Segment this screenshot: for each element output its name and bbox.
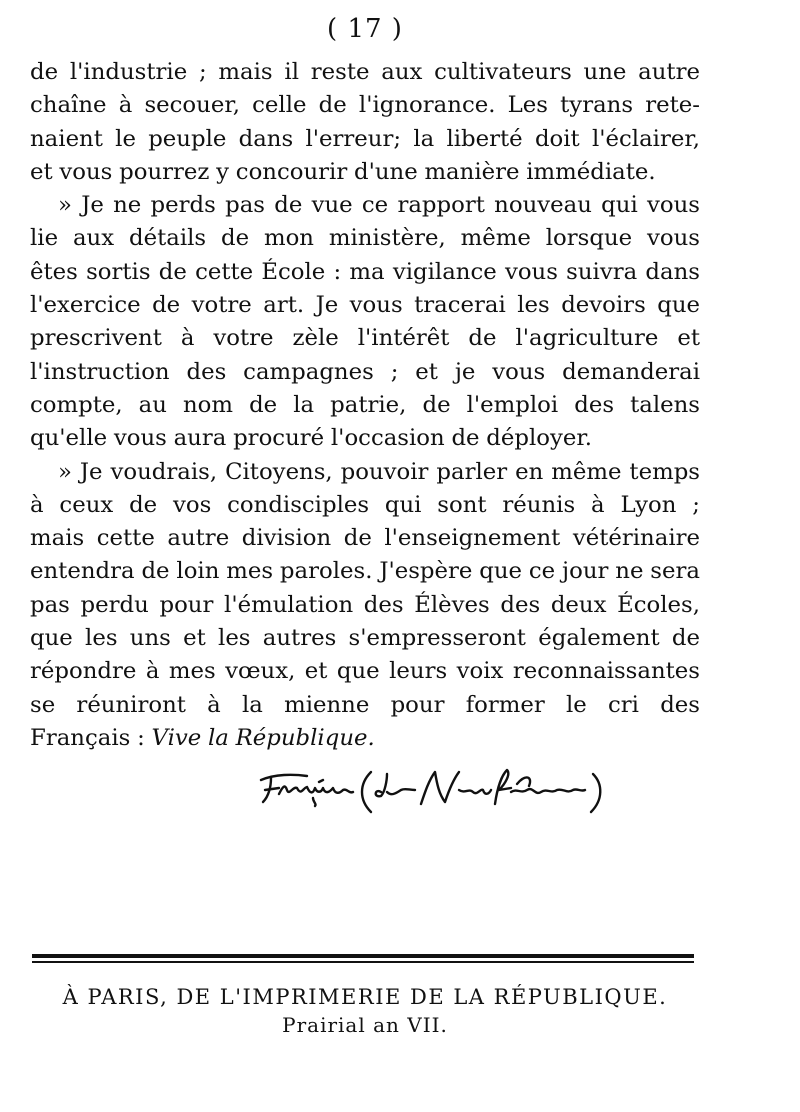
text-line: se réuniront à la mienne pour former le cri des [30, 691, 700, 718]
text-line: compte, au nom de la patrie, de l'emploi des talens [30, 391, 700, 418]
text-line: êtes sortis de cette École : ma vigilance vous suivra dans [30, 258, 700, 285]
text-line: qu'elle vous aura procuré l'occasion de déployer. [30, 425, 592, 452]
rule-thick [32, 954, 694, 958]
printer-imprint [0, 983, 730, 1039]
text-line: lie aux détails de mon ministère, même lorsque vous [30, 225, 700, 252]
page-number: ( 17 ) [327, 14, 403, 44]
handwritten-signature [255, 760, 615, 820]
text-line: que les uns et les autres s'empresseront également de [30, 625, 700, 652]
text-line: répondre à mes vœux, et que leurs voix reconnaissantes [30, 658, 700, 685]
text-line: de l'industrie ; mais il reste aux cultivateurs une autre [30, 59, 700, 85]
text-line: naient le peuple dans l'erreur; la liberté doit l'éclairer, [30, 125, 700, 152]
rule-thin [32, 961, 694, 963]
paragraph-start-line: » Je ne perds pas de vue ce rapport nouveau qui vous [58, 192, 700, 219]
closing-italic: Vive la République. [151, 724, 375, 751]
paragraph-start-line: » Je voudrais, Citoyens, pouvoir parler en même temps [58, 458, 700, 485]
text-line: entendra de loin mes paroles. J'espère que ce jour ne sera [30, 558, 700, 585]
text-line: chaîne à secouer, celle de l'ignorance. Les tyrans rete- [30, 92, 700, 119]
closing-lead: Français : [30, 724, 145, 751]
closing-line [30, 722, 700, 755]
imprint-date: Prairial an VII. [282, 1013, 448, 1037]
imprint-printer: À PARIS, DE L'IMPRIMERIE DE LA RÉPUBLIQUE. [62, 985, 668, 1009]
body-text [30, 56, 700, 755]
text-line: et vous pourrez y concourir d'une manière immédiate. [30, 158, 656, 185]
text-line: pas perdu pour l'émulation des Élèves des deux Écoles, [30, 591, 700, 618]
double-rule [32, 954, 694, 963]
text-line: prescrivent à votre zèle l'intérêt de l'agriculture et [30, 325, 700, 352]
text-line: l'exercice de votre art. Je vous tracerai les devoirs que [30, 292, 700, 319]
text-line: mais cette autre division de l'enseignement vétérinaire [30, 525, 700, 552]
text-line: à ceux de vos condisciples qui sont réunis à Lyon ; [30, 491, 700, 518]
text-line: l'instruction des campagnes ; et je vous demanderai [30, 358, 700, 385]
